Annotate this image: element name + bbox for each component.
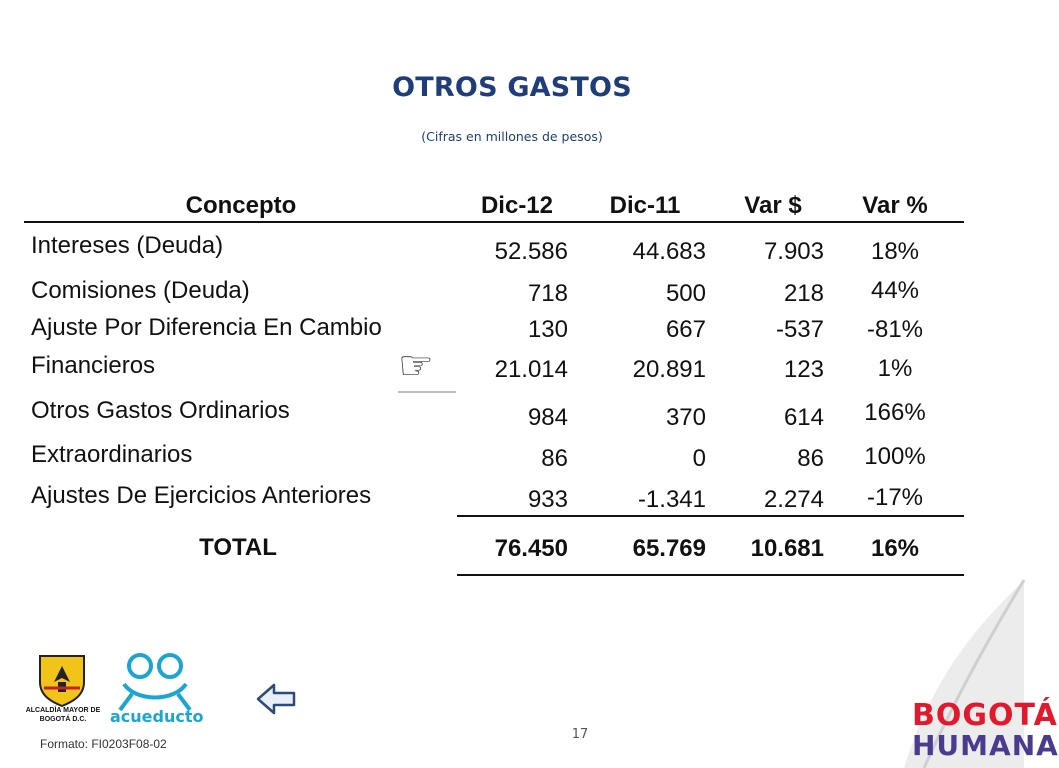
row-var-pct: 100%	[864, 443, 926, 470]
row-var-abs: 7.903	[763, 238, 824, 265]
row-dic11: 370	[665, 404, 706, 431]
row-var-abs: 123	[783, 356, 824, 383]
row-var-pct: 166%	[864, 399, 926, 426]
row-var-pct: -81%	[866, 316, 924, 343]
row-concept: Intereses (Deuda)	[31, 232, 224, 259]
total-bottom-divider	[457, 574, 964, 576]
header-dic11: Dic-11	[609, 192, 681, 219]
row-dic12: 130	[527, 316, 568, 343]
total-var-pct: 16%	[870, 535, 920, 562]
row-dic12: 21.014	[494, 356, 568, 383]
row-var-abs: 2.274	[763, 486, 824, 513]
page-subtitle: (Cifras en millones de pesos)	[421, 129, 603, 144]
page-number: 17	[571, 727, 589, 742]
header-var-pct: Var %	[862, 192, 928, 219]
row-var-pct: 18%	[870, 238, 920, 265]
row-dic11: -1.341	[637, 486, 706, 513]
row-concept: Extraordinarios	[31, 441, 193, 468]
row-dic11: 0	[692, 445, 706, 472]
row-var-abs: 218	[783, 280, 824, 307]
row-var-abs: 86	[797, 445, 824, 472]
row-concept: Ajuste Por Diferencia En Cambio	[31, 314, 382, 341]
bogota-humana-logo-line1: BOGOTÁ	[912, 698, 1058, 733]
row-dic11: 44.683	[632, 238, 706, 265]
header-concepto: Concepto	[185, 192, 297, 219]
back-arrow-icon[interactable]	[256, 682, 296, 716]
row-var-pct: 1%	[877, 355, 913, 382]
row-concept: Otros Gastos Ordinarios	[31, 397, 290, 424]
row-concept: Ajustes De Ejercicios Anteriores	[31, 482, 372, 509]
bogota-humana-logo-line2: HUMANA	[912, 729, 1059, 762]
formato-code: Formato: FI0203F08-02	[40, 737, 167, 751]
row-concept: Comisiones (Deuda)	[31, 277, 250, 304]
row-dic12: 52.586	[494, 238, 568, 265]
row-dic11: 667	[665, 316, 706, 343]
row-dic12: 86	[541, 445, 568, 472]
header-dic12: Dic-12	[480, 192, 554, 219]
total-label: TOTAL	[199, 534, 277, 561]
row-dic12: 933	[527, 486, 568, 513]
row-var-pct: 44%	[870, 277, 920, 304]
acueducto-label: acueducto	[110, 707, 204, 726]
row-dic12: 984	[527, 404, 568, 431]
total-dic12: 76.450	[494, 535, 568, 562]
pointing-hand-icon[interactable]: ☞	[398, 344, 434, 388]
row-concept: Financieros	[31, 352, 156, 379]
total-dic11: 65.769	[632, 535, 706, 562]
row-var-abs: 614	[783, 404, 824, 431]
hand-underline	[398, 391, 456, 393]
row-var-abs: -537	[775, 316, 824, 343]
total-var-abs: 10.681	[750, 535, 824, 562]
row-dic11: 20.891	[632, 356, 706, 383]
total-top-divider	[457, 515, 964, 517]
page-title: OTROS GASTOS	[392, 72, 632, 103]
row-dic11: 500	[665, 280, 706, 307]
header-divider	[24, 221, 964, 223]
alcaldia-label: ALCALDÍA MAYOR DE BOGOTÁ D.C.	[25, 707, 101, 723]
header-var-abs: Var $	[744, 192, 802, 219]
row-dic12: 718	[527, 280, 568, 307]
row-var-pct: -17%	[866, 484, 924, 511]
